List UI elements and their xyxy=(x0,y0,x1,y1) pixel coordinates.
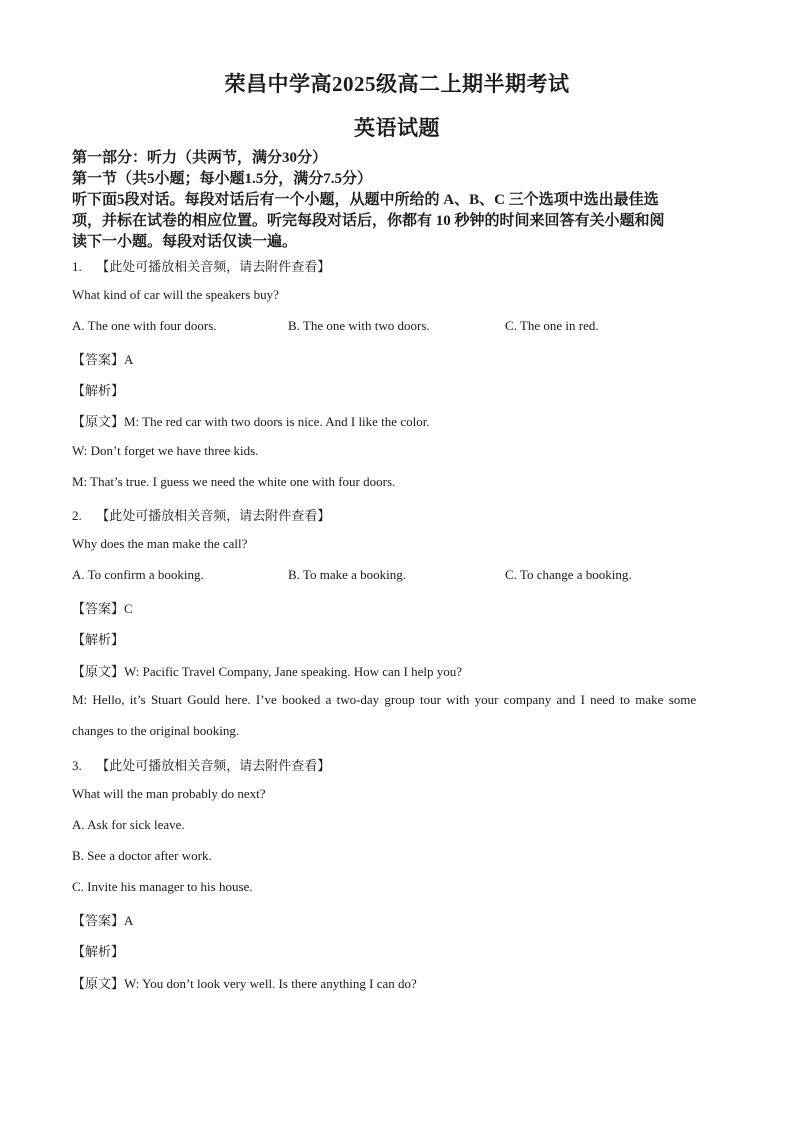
answer-label: 【答案】 xyxy=(72,352,125,367)
question-number: 3. xyxy=(72,758,82,773)
option-c: C. Invite his manager to his house. xyxy=(72,879,253,894)
option-a: A. The one with four doors. xyxy=(72,318,217,333)
question-header xyxy=(72,755,330,774)
question-prompt: Why does the man make the call? xyxy=(72,536,248,551)
analysis-label: 【解析】 xyxy=(72,944,125,959)
analysis-label: 【解析】 xyxy=(72,632,125,647)
option-b: B. See a doctor after work. xyxy=(72,848,212,863)
instruction-line: 项，并标在试卷的相应位置。听完每段对话后，你都有 10 秒钟的时间来回答有关小题和阅 xyxy=(72,213,665,229)
part-heading: 第一部分：听力（共两节，满分30分） xyxy=(72,150,328,166)
answer-label: 【答案】 xyxy=(72,913,125,928)
question-prompt: What will the man probably do next? xyxy=(72,786,266,801)
question-number: 1. xyxy=(72,259,82,274)
section-heading: 第一节（共5小题；每小题1.5分，满分7.5分） xyxy=(72,171,373,187)
answer-line xyxy=(72,910,133,929)
answer-value: C xyxy=(124,601,133,616)
exam-title: 荣昌中学高2025级高二上期半期考试 xyxy=(224,72,570,96)
transcript-line: M: That’s true. I guess we need the white one with four doors. xyxy=(72,474,396,489)
transcript-line: 【原文】M: The red car with two doors is nice. And I like the color. xyxy=(72,414,430,429)
audio-note: 【此处可播放相关音频，请去附件查看】 xyxy=(96,758,331,773)
instruction-line: 读下一小题。每段对话仅读一遍。 xyxy=(72,234,298,250)
instruction-line: 听下面5段对话。每段对话后有一个小题，从题中所给的 A、B、C 三个选项中选出最佳选 xyxy=(72,192,659,208)
answer-value: A xyxy=(124,913,134,928)
transcript-line: 【原文】W: Pacific Travel Company, Jane speaking. How can I help you? xyxy=(72,664,463,679)
question-prompt: What kind of car will the speakers buy? xyxy=(72,287,279,302)
question-number: 2. xyxy=(72,508,82,523)
option-b: B. The one with two doors. xyxy=(288,318,430,333)
option-c: C. The one in red. xyxy=(505,318,599,333)
option-c: C. To change a booking. xyxy=(505,567,632,582)
option-b: B. To make a booking. xyxy=(288,567,407,582)
answer-line xyxy=(72,349,133,368)
answer-line xyxy=(72,598,133,617)
analysis-label: 【解析】 xyxy=(72,383,125,398)
audio-note: 【此处可播放相关音频，请去附件查看】 xyxy=(96,259,331,274)
answer-label: 【答案】 xyxy=(72,601,125,616)
answer-value: A xyxy=(124,352,134,367)
option-a: A. Ask for sick leave. xyxy=(72,817,185,832)
question-header xyxy=(72,256,330,275)
transcript-line: M: Hello, it’s Stuart Gould here. I’ve booked a two-day group tour with your company and I need to make some xyxy=(72,692,697,707)
transcript-line: 【原文】W: You don’t look very well. Is there anything I can do? xyxy=(72,976,417,991)
audio-note: 【此处可播放相关音频，请去附件查看】 xyxy=(96,508,331,523)
question-header xyxy=(72,505,330,524)
transcript-line: W: Don’t forget we have three kids. xyxy=(72,443,259,458)
transcript-line: changes to the original booking. xyxy=(72,723,240,738)
exam-subtitle: 英语试题 xyxy=(354,116,440,140)
option-a: A. To confirm a booking. xyxy=(72,567,204,582)
